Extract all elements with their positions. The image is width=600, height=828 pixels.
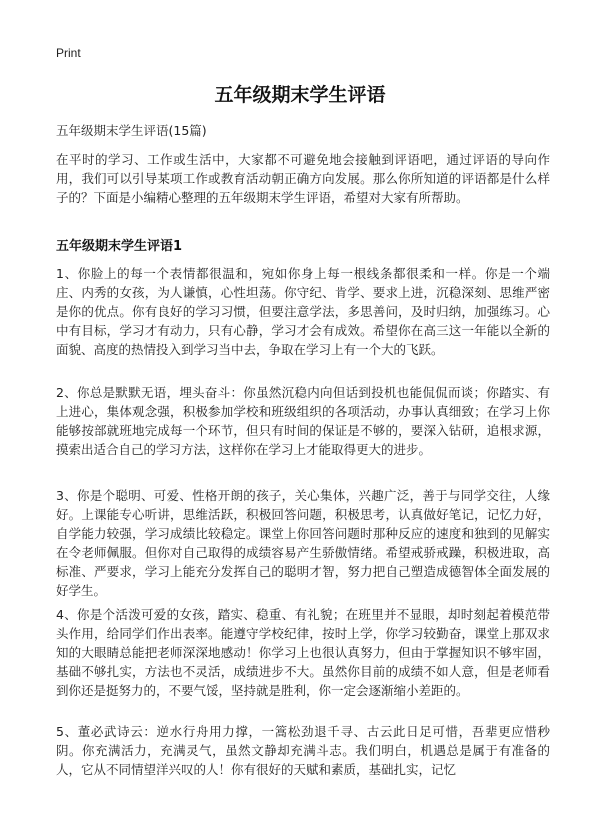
intro-paragraph: 在平时的学习、工作或生活中，大家都不可避免地会接触到评语吧，通过评语的导向作用，我们可以引导某项工作或教育活动朝正确方向发展。那么你所知道的评语都是什么样子的？下面是小编精心整理的五年级期末学生评语，希望对大家有所帮助。 — [56, 152, 550, 205]
print-label: Print — [56, 46, 81, 60]
section-heading: 五年级期末学生评语1 — [56, 239, 183, 254]
comment-paragraph-1: 1、你脸上的每一个表情都很温和，宛如你身上每一根线条都很柔和一样。你是一个端庄、内秀的女孩，为人谦慎，心性坦荡。你守纪、肯学、要求上进，沉稳深刻、思维严密是你的优点。你有良好的学习习惯，但要注意学法，多思善问，及时归纳，加强练习。心中有目标，学习才有动力，只有心静，学习才会有成效。希望你在高三这一年能以全新的面貌、高度的热情投入到学习当中去，争取在学习上有一个大的飞跃。 — [56, 266, 550, 357]
comment-paragraph-2: 2、你总是默默无语，埋头奋斗：你虽然沉稳内向但话到投机也能侃侃而谈；你踏实、有上进心，集体观念强，积极参加学校和班级组织的各项活动，办事认真细致；在学习上你能够按部就班地完成每一个环节，但只有时间的保证是不够的，要深入钻研，追根求源，摸索出适合自己的学习方法，这样你在学习上才能取得更大的进步。 — [56, 385, 550, 457]
comment-paragraph-3: 3、你是个聪明、可爱、性格开朗的孩子，关心集体，兴趣广泛，善于与同学交往，人缘好。上课能专心听讲，思维活跃，积极回答问题，积极思考，认真做好笔记，记忆力好，自学能力较强，学习成绩比较稳定。课堂上你回答问题时那种反应的速度和独到的见解实在令老师佩服。但你对自己取得的成绩容易产生骄傲情绪。希望戒骄戒躁，积极进取，高标准、严要求，学习上能充分发挥自己的聪明才智，努力把自己塑造成德智体全面发展的好学生。 — [56, 488, 550, 598]
page-title: 五年级期末学生评语 — [214, 84, 386, 106]
document-subtitle: 五年级期末学生评语(15篇) — [56, 123, 207, 138]
comment-paragraph-5: 5、董必武诗云：逆水行舟用力撑，一篙松劲退千寻、古云此日足可惜，吾辈更应惜秒阴。你充满活力，充满灵气，虽然文静却充满斗志。我们明白，机遇总是属于有准备的人，它从不同情望洋兴叹的人！你有很好的天赋和素质，基础扎实，记忆 — [56, 724, 550, 777]
comment-paragraph-4: 4、你是个活泼可爱的女孩，踏实、稳重、有礼貌；在班里并不显眼，却时刻起着模范带头作用，给同学们作出表率。能遵守学校纪律，按时上学，你学习较勤奋，课堂上那双求知的大眼睛总能把老师深深地感动！你学习上也很认真努力，但由于掌握知识不够牢固，基础不够扎实，方法也不灵活，成绩进步不大。虽然你目前的成绩不如人意，但是老师看到你还是挺努力的，不要气馁，坚持就是胜利，你一定会逐渐缩小差距的。 — [56, 607, 550, 698]
